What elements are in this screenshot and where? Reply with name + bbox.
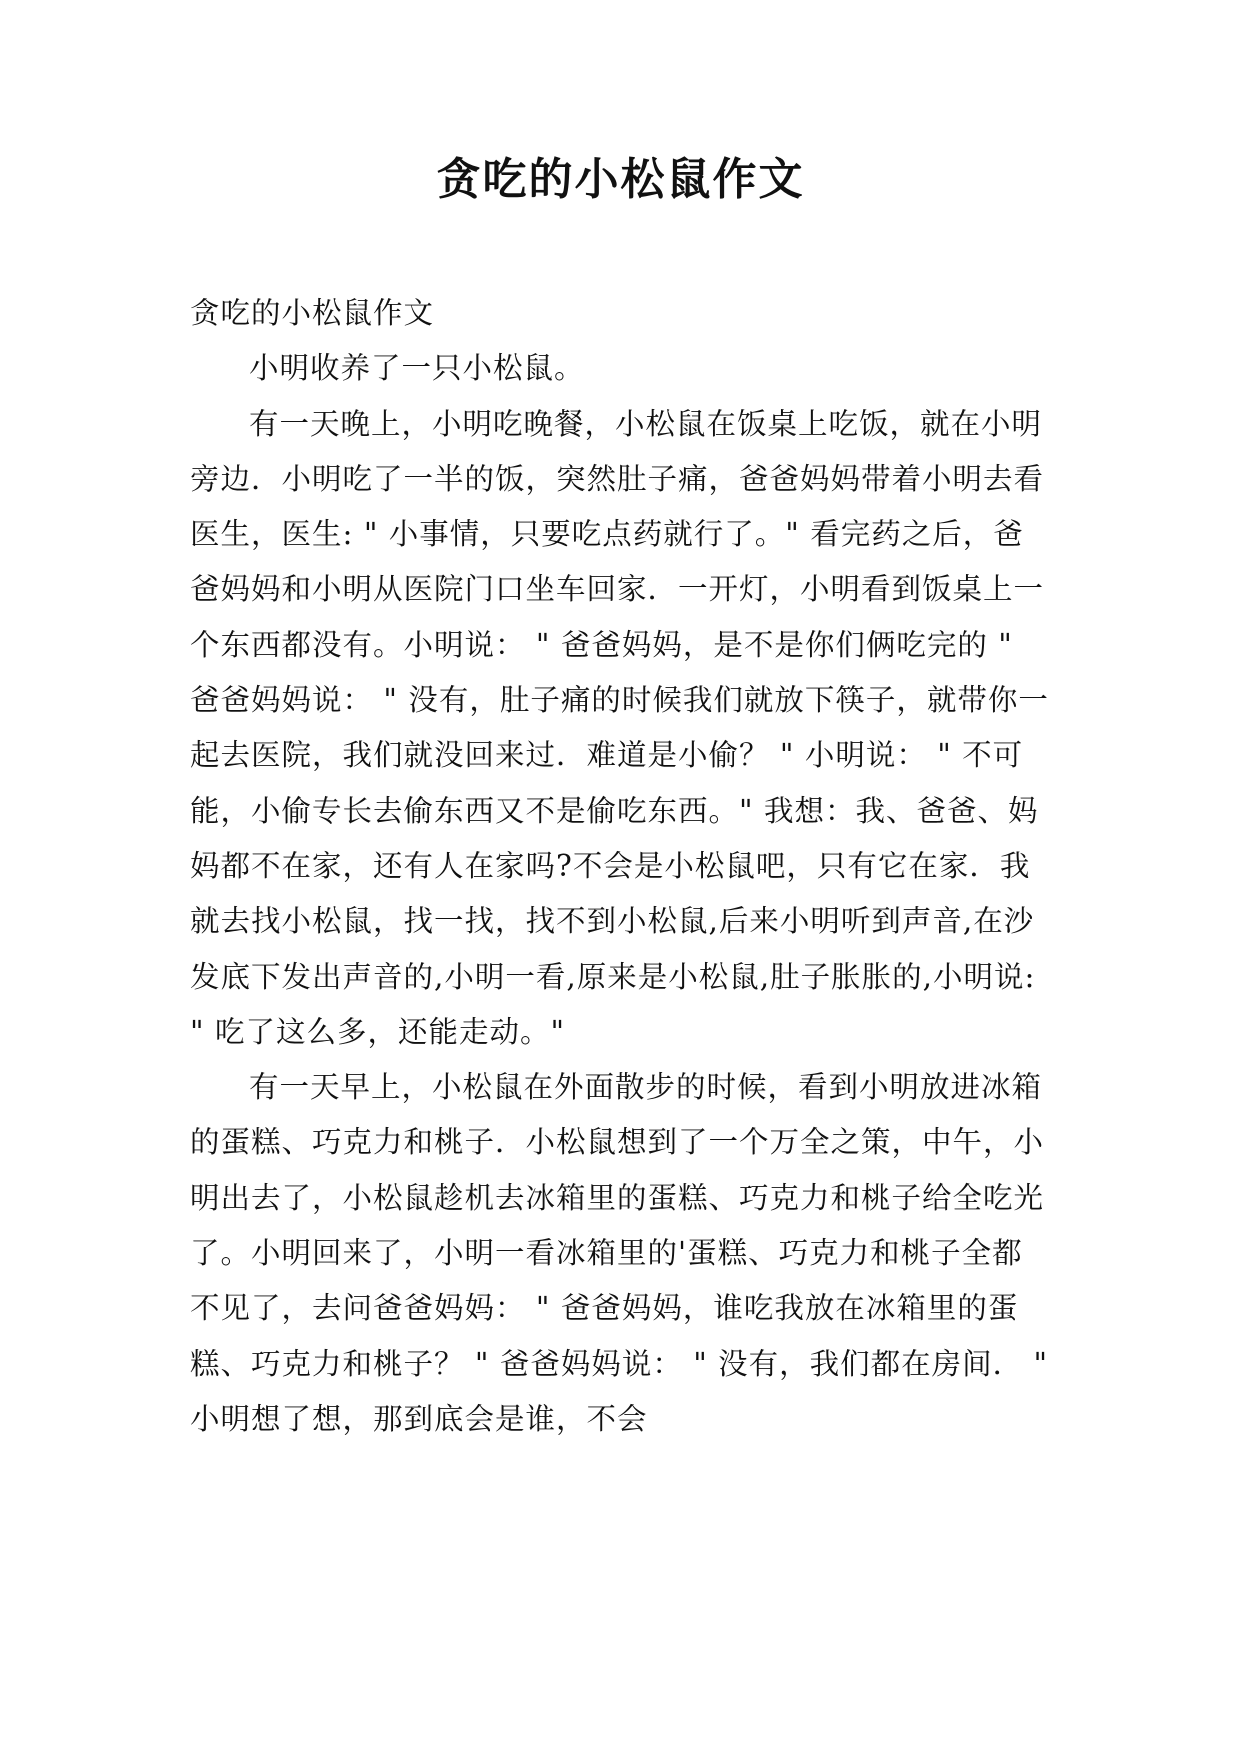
document-subtitle: 贪吃的小松鼠作文 (190, 296, 435, 330)
document-body (190, 286, 1050, 1447)
document-title: 贪吃的小松鼠作文 (436, 154, 805, 205)
paragraph-3: 有一天早上，小松鼠在外面散步的时候，看到小明放进冰箱的蛋糕、巧克力和桃子．小松鼠想到了一个万全之策，中午，小明出去了，小松鼠趁机去冰箱里的蛋糕、巧克力和桃子给全吃光了。小明回来了，小明一看冰箱里的'蛋糕、巧克力和桃子全都不见了，去问爸爸妈妈： " 爸爸妈妈，谁吃我放在冰箱里的蛋糕、巧克力和桃子？ " 爸爸妈妈说： " 没有，我们都在房间． " 小明想了想，那到底会是谁，不会 (190, 1070, 1049, 1436)
paragraph-1: 小明收养了一只小松鼠。 (249, 351, 585, 386)
paragraph-2: 有一天晚上，小明吃晚餐，小松鼠在饭桌上吃饭，就在小明旁边．小明吃了一半的饭，突然肚子痛，爸爸妈妈带着小明去看医生，医生: " 小事情，只要吃点药就行了。" 看完药之后，爸爸妈妈和小明从医院门口坐车回家．一开灯，小明看到饭桌上一个东西都没有。小明说： " 爸爸妈妈，是不是你们俩吃完的 " 爸爸妈妈说： " 没有，肚子痛的时候我们就放下筷子，就带你一起去医院，我们就没回来过．难道是小偷？ " 小明说： " 不可能，小偷专长去偷东西又不是偷吃东西。" 我想：我、爸爸、妈妈都不在家，还有人在家吗?不会是小松鼠吧，只有它在家．我就去找小松鼠，找一找，找不到小松鼠,后来小明听到声音,在沙发底下发出声音的,小明一看,原来是小松鼠,肚子胀胀的,小明说: " 吃了这么多，还能走动。" (190, 406, 1049, 1049)
